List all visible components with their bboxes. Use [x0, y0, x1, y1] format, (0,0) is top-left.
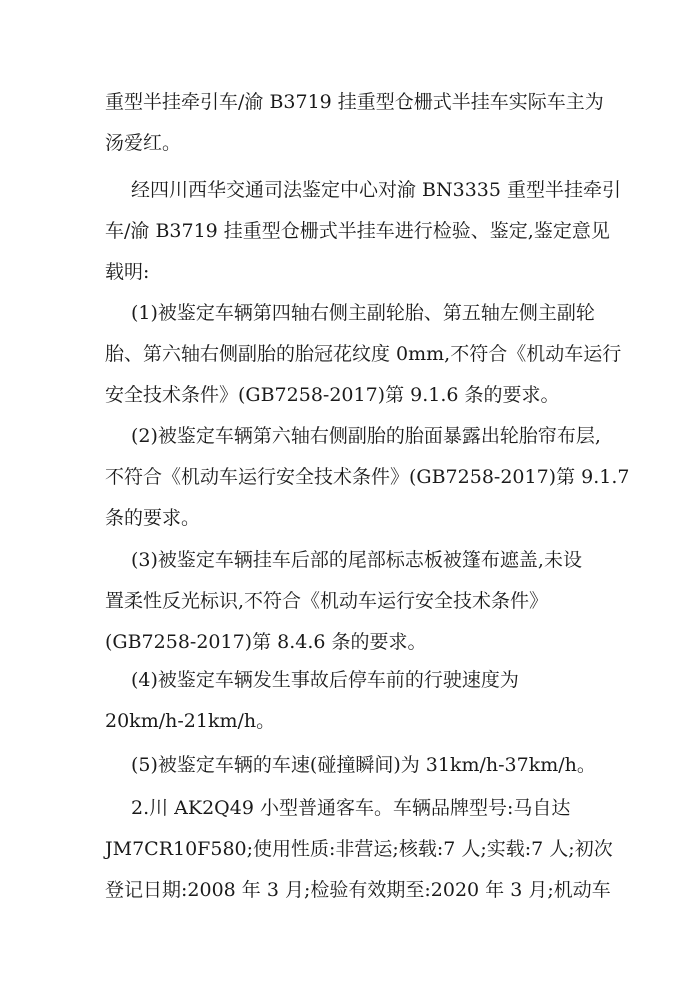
text-line: 2.川 AK2Q49 小型普通客车。车辆品牌型号:马自达	[131, 797, 571, 819]
paragraph-finding-1	[105, 293, 625, 416]
text-line: 汤爱红。	[105, 132, 182, 154]
text-line: 登记日期:2008 年 3 月;检验有效期至:2020 年 3 月;机动车	[105, 879, 611, 901]
paragraph-finding-4	[105, 660, 625, 742]
paragraph-finding-3	[105, 540, 625, 663]
text-line: 不符合《机动车运行安全技术条件》(GB7258-2017)第 9.1.7	[105, 466, 630, 488]
text-line: (1)被鉴定车辆第四轴右侧主副轮胎、第五轴左侧主副轮	[131, 302, 595, 324]
paragraph-finding-2	[105, 416, 630, 539]
paragraph-finding-5	[105, 745, 625, 786]
text-line: 置柔性反光标识,不符合《机动车运行安全技术条件》	[105, 590, 549, 612]
text-line: 安全技术条件》(GB7258-2017)第 9.1.6 条的要求。	[105, 384, 560, 406]
text-line: 车/渝 B3719 挂重型仓栅式半挂车进行检验、鉴定,鉴定意见	[105, 220, 610, 242]
paragraph-owner-continuation	[105, 82, 625, 164]
paragraph-appraisal-intro	[105, 170, 625, 293]
text-line: JM7CR10F580;使用性质:非营运;核载:7 人;实载:7 人;初次	[105, 838, 613, 860]
text-line: 条的要求。	[105, 507, 201, 529]
text-line: (3)被鉴定车辆挂车后部的尾部标志板被篷布遮盖,未设	[131, 549, 582, 571]
text-line: 20km/h-21km/h。	[105, 710, 276, 732]
text-line: (4)被鉴定车辆发生事故后停车前的行驶速度为	[131, 669, 519, 691]
text-line: (2)被鉴定车辆第六轴右侧副胎的胎面暴露出轮胎帘布层,	[131, 425, 601, 447]
text-line: 载明:	[105, 261, 150, 283]
paragraph-vehicle-2	[105, 788, 625, 911]
text-line: 重型半挂牵引车/渝 B3719 挂重型仓栅式半挂车实际车主为	[105, 91, 604, 113]
text-line: (GB7258-2017)第 8.4.6 条的要求。	[105, 631, 427, 653]
text-line: 胎、第六轴右侧副胎的胎冠花纹度 0mm,不符合《机动车运行	[105, 343, 622, 365]
text-line: 经四川西华交通司法鉴定中心对渝 BN3335 重型半挂牵引	[131, 179, 622, 201]
text-line: (5)被鉴定车辆的车速(碰撞瞬间)为 31km/h-37km/h。	[131, 754, 596, 776]
